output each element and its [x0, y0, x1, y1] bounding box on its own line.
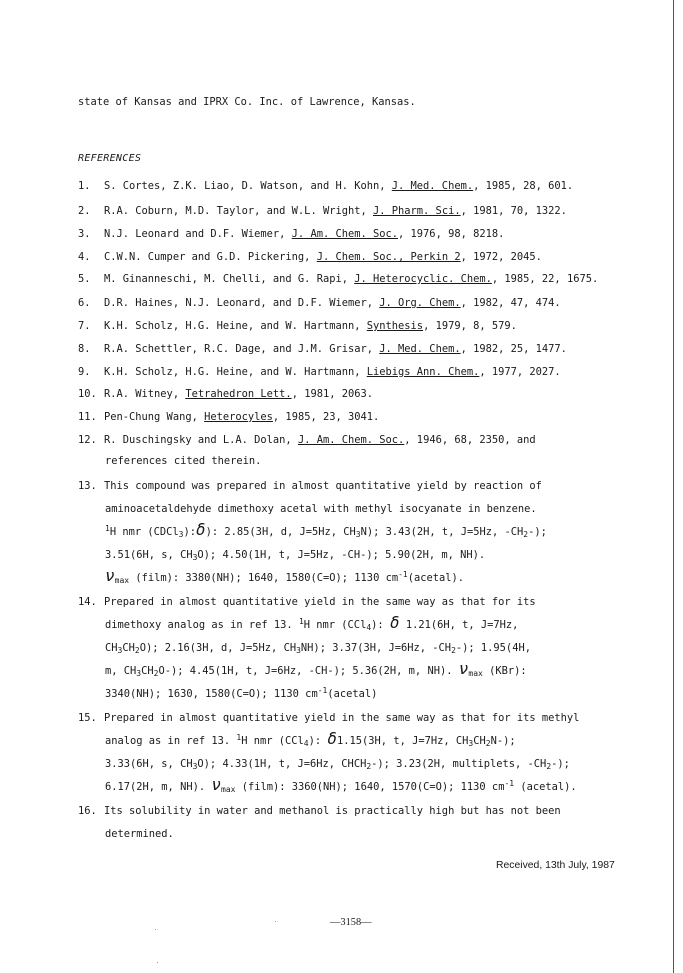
ref-5 — [78, 273, 598, 286]
ref-13-line-4: 3.51(6H, s, $CH_3O$); 4.50(1H, t, J=5Hz, -CH-); 5.90(2H, m, NH). — [105, 549, 486, 562]
ref-12 — [78, 434, 536, 447]
scan-speck — [157, 962, 158, 963]
ref-citation: , 1979, 8, 579. — [423, 320, 517, 332]
ref-3 — [78, 228, 504, 241]
ref-1 — [78, 180, 573, 193]
page-edge-line — [673, 0, 674, 973]
ref-authors: D.R. Haines, N.J. Leonard, and D.F. Wiemer, — [104, 297, 380, 309]
ref-14-line-5: 3340(NH); 1630, 1580(C=O); 1130 $cm^{-1}(acetal)$ — [105, 686, 378, 700]
ref-number: 11. — [78, 411, 97, 423]
ref-16 — [78, 805, 561, 818]
nu-symbol: ν — [105, 566, 115, 585]
intro-text: state of Kansas and IPRX Co. Inc. of Lawrence, Kansas. — [78, 96, 416, 108]
ref-authors: R.A. Witney, — [104, 388, 186, 400]
ref-authors: R.A. Coburn, M.D. Taylor, and W.L. Wright, — [104, 205, 373, 217]
ref-citation: , 1982, 47, 474. — [460, 297, 561, 309]
ref-13-line-2: aminoacetaldehyde dimethoxy acetal with methyl isocyanate in benzene. — [105, 503, 537, 515]
ref-15-line-1: Prepared in almost quantitative yield in the same way as that for its methyl — [104, 712, 580, 724]
ref-authors: K.H. Scholz, H.G. Heine, and W. Hartmann, — [104, 366, 367, 378]
ref-journal: Liebigs Ann. Chem. — [366, 366, 480, 378]
ref-14-line-3: $CH_3CH_2O$); 2.16(3H, d, J=5Hz, $CH_3NH$); 3.37(3H, J=6Hz, $-CH_2-$); 1.95(4H, — [105, 642, 531, 655]
ref-journal: Heterocyles — [204, 411, 273, 423]
ref-8 — [78, 343, 567, 356]
ref-citation: , 1985, 28, 601. — [473, 180, 574, 192]
ref-citation: , 1982, 25, 1477. — [460, 343, 567, 355]
ref-journal: Synthesis — [366, 320, 424, 332]
ref-4 — [78, 251, 542, 264]
ref-journal: J. Med. Chem. — [379, 343, 461, 355]
ref-authors: R. Duschingsky and L.A. Dolan, — [104, 434, 298, 446]
ref-journal: J. Chem. Soc., Perkin 2 — [316, 251, 461, 263]
ref-number: 8. — [78, 343, 91, 355]
ref-16-line-2: determined. — [105, 828, 174, 840]
ref-authors: C.W.N. Cumper and G.D. Pickering, — [104, 251, 317, 263]
ref-authors: N.J. Leonard and D.F. Wiemer, — [104, 228, 292, 240]
ref-journal: J. Org. Chem. — [379, 297, 461, 309]
ref-citation: , 1976, 98, 8218. — [398, 228, 505, 240]
delta-symbol: δ — [327, 729, 338, 748]
ref-citation: , 1972, 2045. — [460, 251, 542, 263]
ref-13-line-1: This compound was prepared in almost quantitative yield by reaction of — [104, 480, 542, 492]
ref-15 — [78, 712, 579, 725]
ref-authors: M. Ginanneschi, M. Chelli, and G. Rapi, — [104, 273, 355, 285]
ref-number: 1. — [78, 180, 91, 192]
ref-number: 9. — [78, 366, 91, 378]
ref-number: 16. — [78, 805, 97, 817]
ref-9 — [78, 366, 561, 379]
ref-number: 10. — [78, 388, 97, 400]
delta-symbol: δ — [389, 613, 400, 632]
ref-citation: , 1977, 2027. — [479, 366, 561, 378]
ref-journal: J. Heterocyclic. Chem. — [354, 273, 492, 285]
received-date: Received, 13th July, 1987 — [496, 860, 615, 871]
ref-journal: J. Am. Chem. Soc. — [291, 228, 399, 240]
ref-number: 15. — [78, 712, 97, 724]
ref-number: 3. — [78, 228, 91, 240]
ref-6 — [78, 297, 561, 310]
nu-symbol: ν — [458, 659, 469, 678]
ref-13 — [78, 480, 542, 493]
ref-authors: R.A. Schettler, R.C. Dage, and J.M. Grisar, — [104, 343, 380, 355]
page-number: —3158— — [330, 917, 372, 928]
ref-journal: Tetrahedron Lett. — [185, 388, 292, 400]
ref-2 — [78, 205, 567, 218]
ref-number: 14. — [78, 596, 97, 608]
ref-11 — [78, 411, 379, 424]
ref-authors: K.H. Scholz, H.G. Heine, and W. Hartmann, — [104, 320, 367, 332]
ref-authors: S. Cortes, Z.K. Liao, D. Watson, and H. Kohn, — [104, 180, 392, 192]
ref-authors: Pen-Chung Wang, — [104, 411, 205, 423]
ref-14-line-1: Prepared in almost quantitative yield in the same way as that for its — [104, 596, 536, 608]
scan-speck — [155, 929, 156, 930]
ref-15-line-3: 3.33(6H, s, $CH_3O$); 4.33(1H, t, J=6Hz, $CHCH_2-$); 3.23(2H, multiplets, $-CH_2-$); — [105, 758, 570, 771]
ref-journal: J. Med. Chem. — [391, 180, 474, 192]
ref-number: 12. — [78, 434, 97, 446]
ref-citation: , 1985, 23, 3041. — [272, 411, 380, 423]
ref-number: 4. — [78, 251, 91, 263]
ref-14 — [78, 596, 536, 609]
ref-number: 7. — [78, 320, 91, 332]
ref-number: 2. — [78, 205, 91, 217]
nu-symbol: ν — [211, 775, 221, 794]
ref-14-line-2: dimethoxy analog as in ref 13. $^1$H nmr (CCl$_4$): δ 1.21(6H, t, J=7Hz, — [105, 613, 519, 632]
delta-symbol: δ — [196, 520, 206, 539]
scan-speck — [275, 921, 276, 922]
ref-number: 5. — [78, 273, 91, 285]
ref-10 — [78, 388, 373, 401]
references-heading: REFERENCES — [78, 153, 142, 164]
ref-citation: , 1981, 70, 1322. — [460, 205, 567, 217]
ref-number: 13. — [78, 480, 97, 492]
ref-journal: J. Am. Chem. Soc. — [297, 434, 405, 446]
ref-citation: , 1985, 22, 1675. — [491, 273, 599, 285]
ref-journal: J. Pharm. Sci. — [373, 205, 461, 217]
ref-15-line-4: 6.17(2H, m, NH). $\nu_{max}$ (film): 3360(NH); 1640, 1570(C=O); 1130 $cm^{-1}$ (acetal). — [105, 775, 577, 794]
ref-citation: , 1981, 2063. — [291, 388, 374, 400]
ref-7 — [78, 320, 517, 333]
ref-citation: , 1946, 68, 2350, and — [404, 434, 536, 446]
ref-number: 6. — [78, 297, 91, 309]
ref-14-line-4: m, $CH_3CH_2O-$); 4.45(1H, t, J=6Hz, -CH-); 5.36(2H, m, NH). $\nu_{max}$ (KBr): — [105, 659, 527, 678]
ref-16-line-1: Its solubility in water and methanol is practically high but has not been — [104, 805, 561, 817]
ref-13-line-5: $\nu_{max}$ (film): 3380(NH); 1640, 1580(C=O); 1130 $cm^{-1}(acetal)$. — [105, 566, 465, 585]
ref-13-line-3: $^1$H nmr (CDCl$_3$):δ): 2.85(3H, d, J=5Hz, $CH_3N$); 3.43(2H, t, J=5Hz, $-CH_2-$); — [105, 520, 547, 539]
ref-12-continuation: references cited therein. — [105, 455, 262, 467]
ref-15-line-2: analog as in ref 13. $^1$H nmr (CCl$_4$): δ1.15(3H, t, J=7Hz, $CH_3CH_2N-$); — [105, 729, 516, 748]
